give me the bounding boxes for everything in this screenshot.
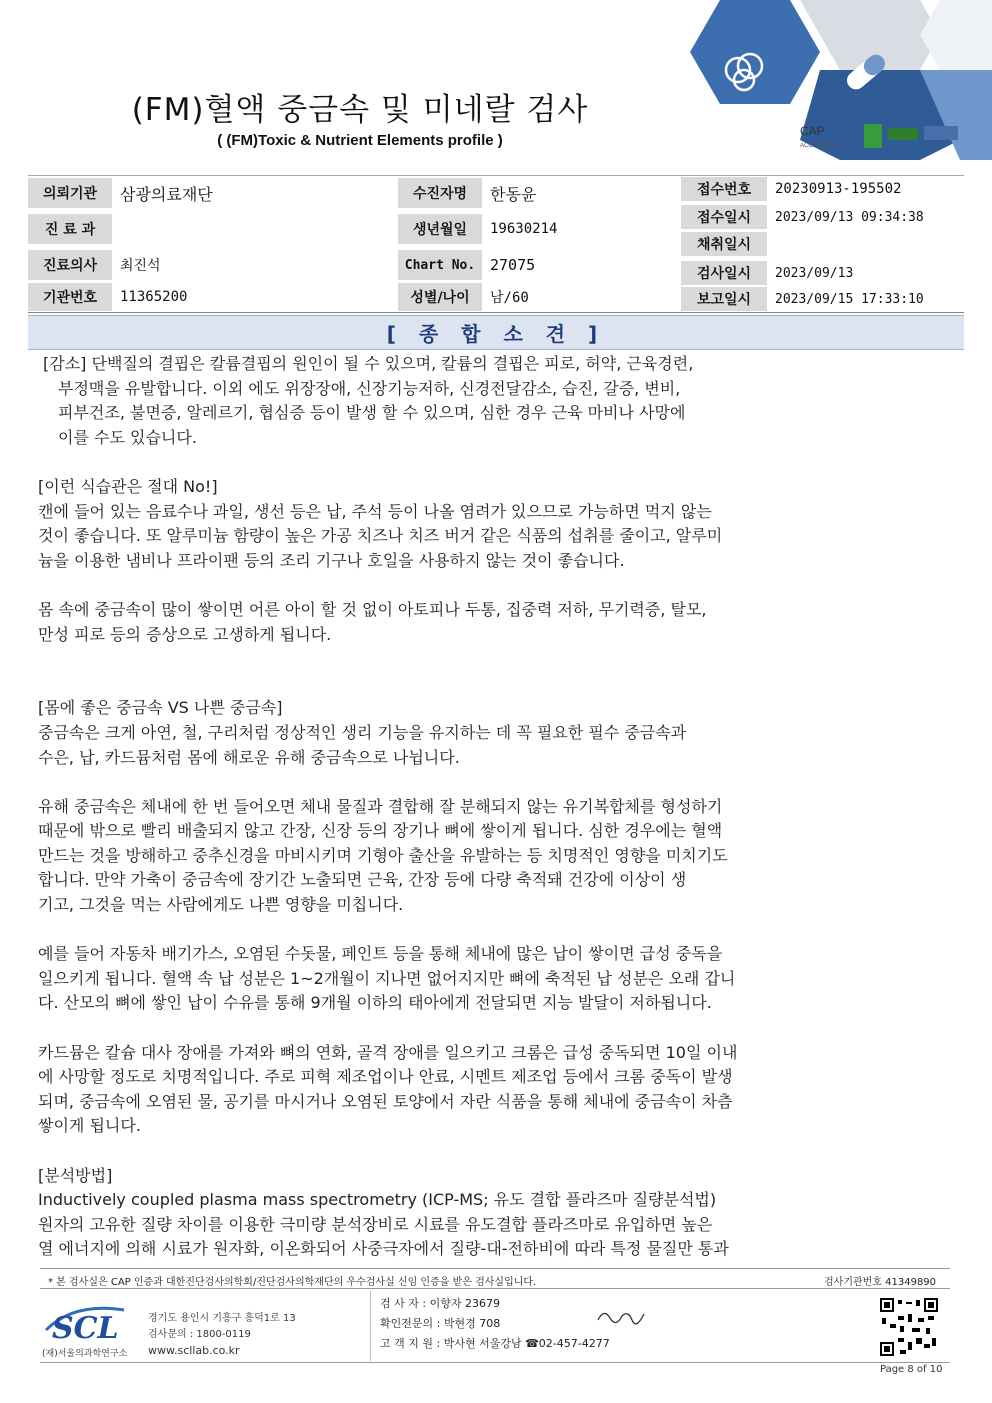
value-department xyxy=(112,214,397,244)
text-line: 피부건조, 불면증, 알레르기, 협심증 등이 발생 할 수 있으며, 심한 경우 근육 마비나 사망에 xyxy=(58,403,686,423)
paragraph-cadmium-chromium xyxy=(38,1041,938,1139)
footer-certification-note: * 본 검사실은 CAP 인증과 대한진단검사의학회/진단검사의학재단의 우수검사실 신임 인증을 받은 검사실입니다. xyxy=(48,1277,537,1288)
footer-divider-vertical xyxy=(370,1291,371,1361)
value-birthdate: 19630214 xyxy=(490,221,558,237)
label-institution-number: 기관번호 xyxy=(28,283,112,311)
value-receipt-datetime: 2023/09/13 09:34:38 xyxy=(775,209,924,225)
summary-section-header: [ 종 합 소 견 ] xyxy=(28,315,964,350)
text-line: 것이 좋습니다. 또 알루미늄 함량이 높은 가공 치즈나 치즈 버거 같은 식품의 섭취를 줄이고, 알루미 xyxy=(38,526,723,546)
text-line: 때문에 밖으로 빨리 배출되지 않고 간장, 신장 등의 장기나 뼈에 쌓이게 됩니다. 심한 경우에는 혈액 xyxy=(38,821,723,841)
text-line: 수은, 납, 카드뮴처럼 몸에 해로운 유해 중금속으로 나뉩니다. xyxy=(38,747,460,767)
text-line: 캔에 들어 있는 음료수나 과일, 생선 등은 납, 주석 등이 나올 염려가 있으므로 가능하면 먹지 않는 xyxy=(38,501,712,521)
value-collection-datetime xyxy=(767,232,964,256)
text-line: 기고, 그것을 먹는 사람에게도 나쁜 영향을 미칩니다. xyxy=(38,895,404,915)
lab-inquiry: 검사문의 : 1800-0119 xyxy=(148,1329,251,1340)
text-line: Inductively coupled plasma mass spectrometry (ICP-MS; 유도 결합 플라즈마 질량분석법) xyxy=(38,1190,717,1210)
text-line: 부정맥을 유발합니다. 이외 에도 위장장애, 신장기능저하, 신경전달감소, 습진, 갈증, 변비, xyxy=(58,378,681,398)
paragraph-deficiency xyxy=(38,352,938,450)
value-requesting-institution: 삼광의료재단 xyxy=(120,184,213,204)
svg-text:ACCREDITED: ACCREDITED xyxy=(800,143,840,149)
label-receipt-number: 접수번호 xyxy=(681,177,767,201)
value-receipt-number: 20230913-195502 xyxy=(775,181,902,197)
label-patient-name: 수진자명 xyxy=(398,178,482,208)
value-test-date: 2023/09/13 xyxy=(775,265,854,281)
page-number: Page 8 of 10 xyxy=(880,1364,943,1375)
text-line: 다. 산모의 뼈에 쌓인 납이 수유를 통해 9개월 이하의 태아에게 전달되면 지능 발달이 저하됩니다. xyxy=(38,993,712,1013)
text-line: [감소] 단백질의 결핍은 칼륨결핍의 원인이 될 수 있으며, 칼륨의 결핍은 피로, 허약, 근육경련, xyxy=(43,354,694,373)
text-line: 몸 속에 중금속이 많이 쌓이면 어른 아이 할 것 없이 아토피나 두통, 집중력 저하, 무기력증, 탈모, xyxy=(38,599,707,619)
text-line: 늄을 이용한 냄비나 프라이팬 등의 조리 기구나 호일을 사용하지 않는 것이 좋습니다. xyxy=(38,550,625,570)
confirming-physician: 확인전문의 : 박현경 708 xyxy=(380,1317,501,1330)
certification-logos xyxy=(796,120,966,154)
label-report-datetime: 보고일시 xyxy=(681,287,767,311)
value-institution-number: 11365200 xyxy=(120,289,188,305)
lab-website[interactable]: www.scllab.co.kr xyxy=(148,1344,240,1357)
text-line: 되며, 중금속에 오염된 물, 공기를 마시거나 오염된 토양에서 자란 식품을 통해 체내에 중금속이 차츰 xyxy=(38,1091,733,1111)
footer-divider xyxy=(40,1362,950,1363)
label-requesting-institution: 의뢰기관 xyxy=(28,178,112,208)
label-doctor: 진료의사 xyxy=(28,250,112,280)
text-line: 중금속은 크게 아연, 철, 구리처럼 정상적인 생리 기능을 유지하는 데 꼭 필요한 필수 중금속과 xyxy=(38,722,687,742)
label-chart-no: Chart No. xyxy=(398,250,482,280)
paragraph-lead xyxy=(38,942,938,1016)
text-line: 유해 중금속은 체내에 한 번 들어오면 체내 물질과 결합해 잘 분해되지 않는 유기복합체를 형성하기 xyxy=(38,796,723,816)
lab-contact xyxy=(148,1311,296,1359)
text-line: 만드는 것을 방해하고 중추신경을 마비시키며 기형아 출산을 유발하는 등 치명적인 영향을 미치기도 xyxy=(38,845,728,865)
paragraph-accumulation xyxy=(38,598,938,647)
value-report-datetime: 2023/09/15 17:33:10 xyxy=(775,291,924,307)
text-line: [이런 식습관은 절대 No!] xyxy=(38,476,218,496)
examiner: 검 사 자 : 이향자 23679 xyxy=(380,1297,500,1310)
text-line: 만성 피로 등의 증상으로 고생하게 됩니다. xyxy=(38,624,332,644)
text-line: 열 에너지에 의해 시료가 원자화, 이온화되어 사중극자에서 질량-대-전하비에 따라 특정 물질만 통과 xyxy=(38,1239,729,1259)
label-collection-datetime: 채취일시 xyxy=(681,232,767,256)
value-chart-no: 27075 xyxy=(490,256,536,274)
footer-divider xyxy=(40,1288,950,1289)
report-title: (FM)혈액 중금속 및 미네랄 검사 xyxy=(131,92,589,128)
value-patient-name: 한동윤 xyxy=(490,184,537,204)
text-line: 원자의 고유한 질량 차이를 이용한 극미량 분석장비로 시료를 유도결합 플라즈마로 유입하면 높은 xyxy=(38,1214,713,1234)
scl-logo-subtitle: (재)서울의과학연구소 xyxy=(42,1349,128,1359)
text-line: 이를 수도 있습니다. xyxy=(58,427,197,447)
label-receipt-datetime: 접수일시 xyxy=(681,205,767,229)
qr-code[interactable] xyxy=(880,1298,938,1356)
value-doctor: 최진석 xyxy=(120,258,161,274)
label-sex-age: 성별/나이 xyxy=(398,283,482,311)
paragraph-eating-habits xyxy=(38,475,938,573)
label-department: 진 료 과 xyxy=(28,214,112,244)
svg-text:CAP: CAP xyxy=(800,124,825,138)
svg-text:SCL: SCL xyxy=(52,1311,119,1344)
text-line: 카드뮴은 칼슘 대사 장애를 가져와 뼈의 연화, 골격 장애를 일으키고 크롬은 급성 중독되면 10일 이내 xyxy=(38,1042,738,1062)
summary-body xyxy=(38,352,938,1262)
value-sex-age: 남/60 xyxy=(490,290,529,306)
lab-address: 경기도 용인시 기흥구 흥덕1로 13 xyxy=(148,1313,296,1324)
text-line: 예를 들어 자동차 배기가스, 오염된 수돗물, 페인트 등을 통해 체내에 많은 납이 쌓이면 급성 중독을 xyxy=(38,944,723,964)
customer-support: 고 객 지 원 : 박사현 서울강남 ☎02-457-4277 xyxy=(380,1337,610,1350)
text-line: [몸에 좋은 중금속 VS 나쁜 중금속] xyxy=(38,698,283,718)
text-line: 일으키게 됩니다. 혈액 속 납 성분은 1~2개월이 지나면 없어지지만 뼈에 축적된 납 성분은 오래 갑니 xyxy=(38,968,736,988)
label-birthdate: 생년월일 xyxy=(398,214,482,244)
paragraph-good-vs-bad xyxy=(38,696,938,770)
footer-divider xyxy=(40,1268,950,1269)
signature-image xyxy=(596,1306,646,1328)
paragraph-analysis-method xyxy=(38,1164,938,1262)
label-test-date: 검사일시 xyxy=(681,261,767,285)
report-subtitle: ( (FM)Toxic & Nutrient Elements profile ) xyxy=(217,132,503,149)
text-line: [분석방법] xyxy=(38,1165,113,1185)
text-line: 합니다. 만약 가축이 중금속에 장기간 노출되면 근육, 간장 등에 다량 축적돼 건강에 이상이 생 xyxy=(38,870,687,890)
text-line: 쌓이게 됩니다. xyxy=(38,1116,141,1136)
paragraph-toxic-metals xyxy=(38,795,938,918)
text-line: 에 사망할 정도로 치명적입니다. 주로 피혁 제조업이나 안료, 시멘트 제조업 등에서 크롬 중독이 발생 xyxy=(38,1067,733,1087)
footer-institution-number: 검사기관번호 41349890 xyxy=(824,1277,937,1288)
signers-block xyxy=(380,1294,610,1354)
